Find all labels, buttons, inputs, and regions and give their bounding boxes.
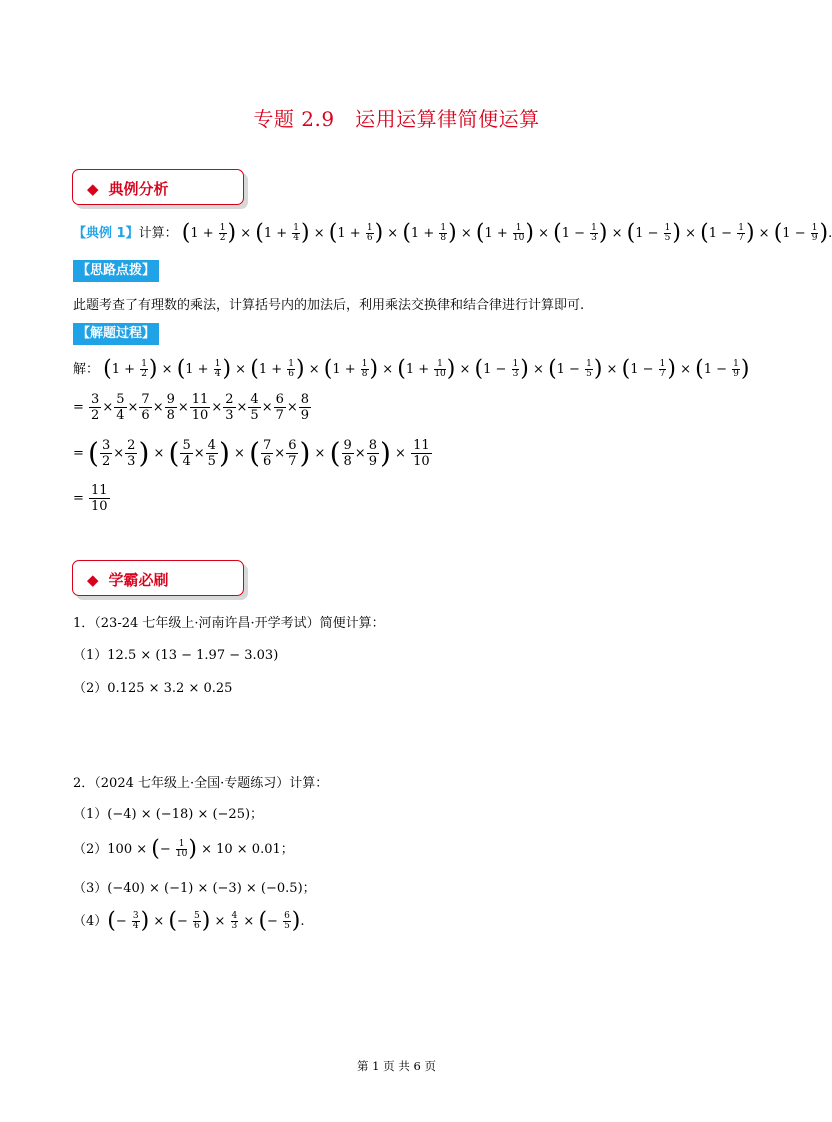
process-tag: 【解题过程】 [73,323,159,345]
example-prefix: 计算： [138,226,178,241]
item-label: （2） [73,842,108,857]
problem-2-header: 2．（2024 七年级上·全国·专题练习）计算： [73,776,329,791]
diamond-icon: ◆ [87,571,99,589]
problem-2-item-4: （4）(− $\frac{3}{4}$ ) × (− $\frac{5}{6}$ ) × $\frac{4}{3}$ × (− $\frac{6}{5}$ ). [73,908,305,934]
section-header-example [72,169,244,205]
problem-2-item-1: （1）(−4) × (−18) × (−25)； [73,807,264,822]
solution-prefix: 解： [73,362,100,377]
section-header-practice [72,560,244,596]
hint-tag: 【思路点拨】 [73,260,159,282]
page-title: 专题 2.9 运用运算律简便运算 [253,107,540,131]
page-footer: 第 1 页 共 6 页 [357,1059,436,1073]
item-label: （4） [73,914,108,929]
diamond-icon: ◆ [87,180,99,198]
section-title: 典例分析 [108,180,169,198]
problem-1-item-2: （2）0.125 × 3.2 × 0.25 [73,681,233,696]
hint-text: 此题考查了有理数的乘法，计算括号内的加法后，利用乘法交换律和结合律进行计算即可. [73,298,585,313]
problem-2-item-3: （3）(−40) × (−1) × (−3) × (−0.5)； [73,881,316,896]
solution-line-4: = $\frac{11}{10}$ [73,483,108,514]
problem-1-item-1: （1）12.5 × (13 − 1.97 − 3.03) [73,648,279,663]
solution-line-1: 解： (1 + $\frac{1}{2}$ ) × (1 + $\frac{1}{4}$ ) × (1 + $\frac{1}{6}$ ) × (1 + $\frac{1}{8}$ ) × (1 + $\frac{1}{10}$ ) × (1 − $\frac{1}{3}$ ) × (1 − $\frac{1}{5}$ ) × (1 − $\frac{1}{7}$ ) × (1 − $\frac{1}{9}$ ) [73,356,750,382]
section-title: 学霸必刷 [108,571,169,589]
solution-line-3: = ( $\frac{3}{2}$ × $\frac{2}{3}$ ) × ( $\frac{5}{4}$ × $\frac{4}{5}$ ) × ( $\frac{7}{6}$ × $\frac{6}{7}$ ) × ( $\frac{9}{8}$ × $\frac{8}{9}$ ) × $\frac{11}{10}$ [73,436,430,470]
solution-line-2: = $\frac{3}{2}$ × $\frac{5}{4}$ × $\frac{7}{6}$ × $\frac{9}{8}$ × $\frac{11}{10}$ × $\frac{2}{3}$ × $\frac{4}{5}$ × $\frac{6}{7}$ × $\frac{8}{9}$ [73,392,310,423]
example-1-line: 【典例 1】计算： (1 + $\frac{1}{2}$ ) × (1 + $\frac{1}{4}$ ) × (1 + $\frac{1}{6}$ ) × (1 + $\frac{1}{8}$ ) × (1 + $\frac{1}{10}$ ) × (1 − $\frac{1}{3}$ ) × (1 − $\frac{1}{5}$ ) × (1 − $\frac{1}{7}$ ) × (1 − $\frac{1}{9}$ ). [73,220,832,246]
example-tag: 【典例 1】 [73,226,139,241]
problem-2-item-2: （2）100 × (− $\frac{1}{10}$ ) × 10 × 0.01； [73,836,294,862]
problem-1-header: 1．（23-24 七年级上·河南许昌·开学考试）简便计算： [73,616,385,631]
